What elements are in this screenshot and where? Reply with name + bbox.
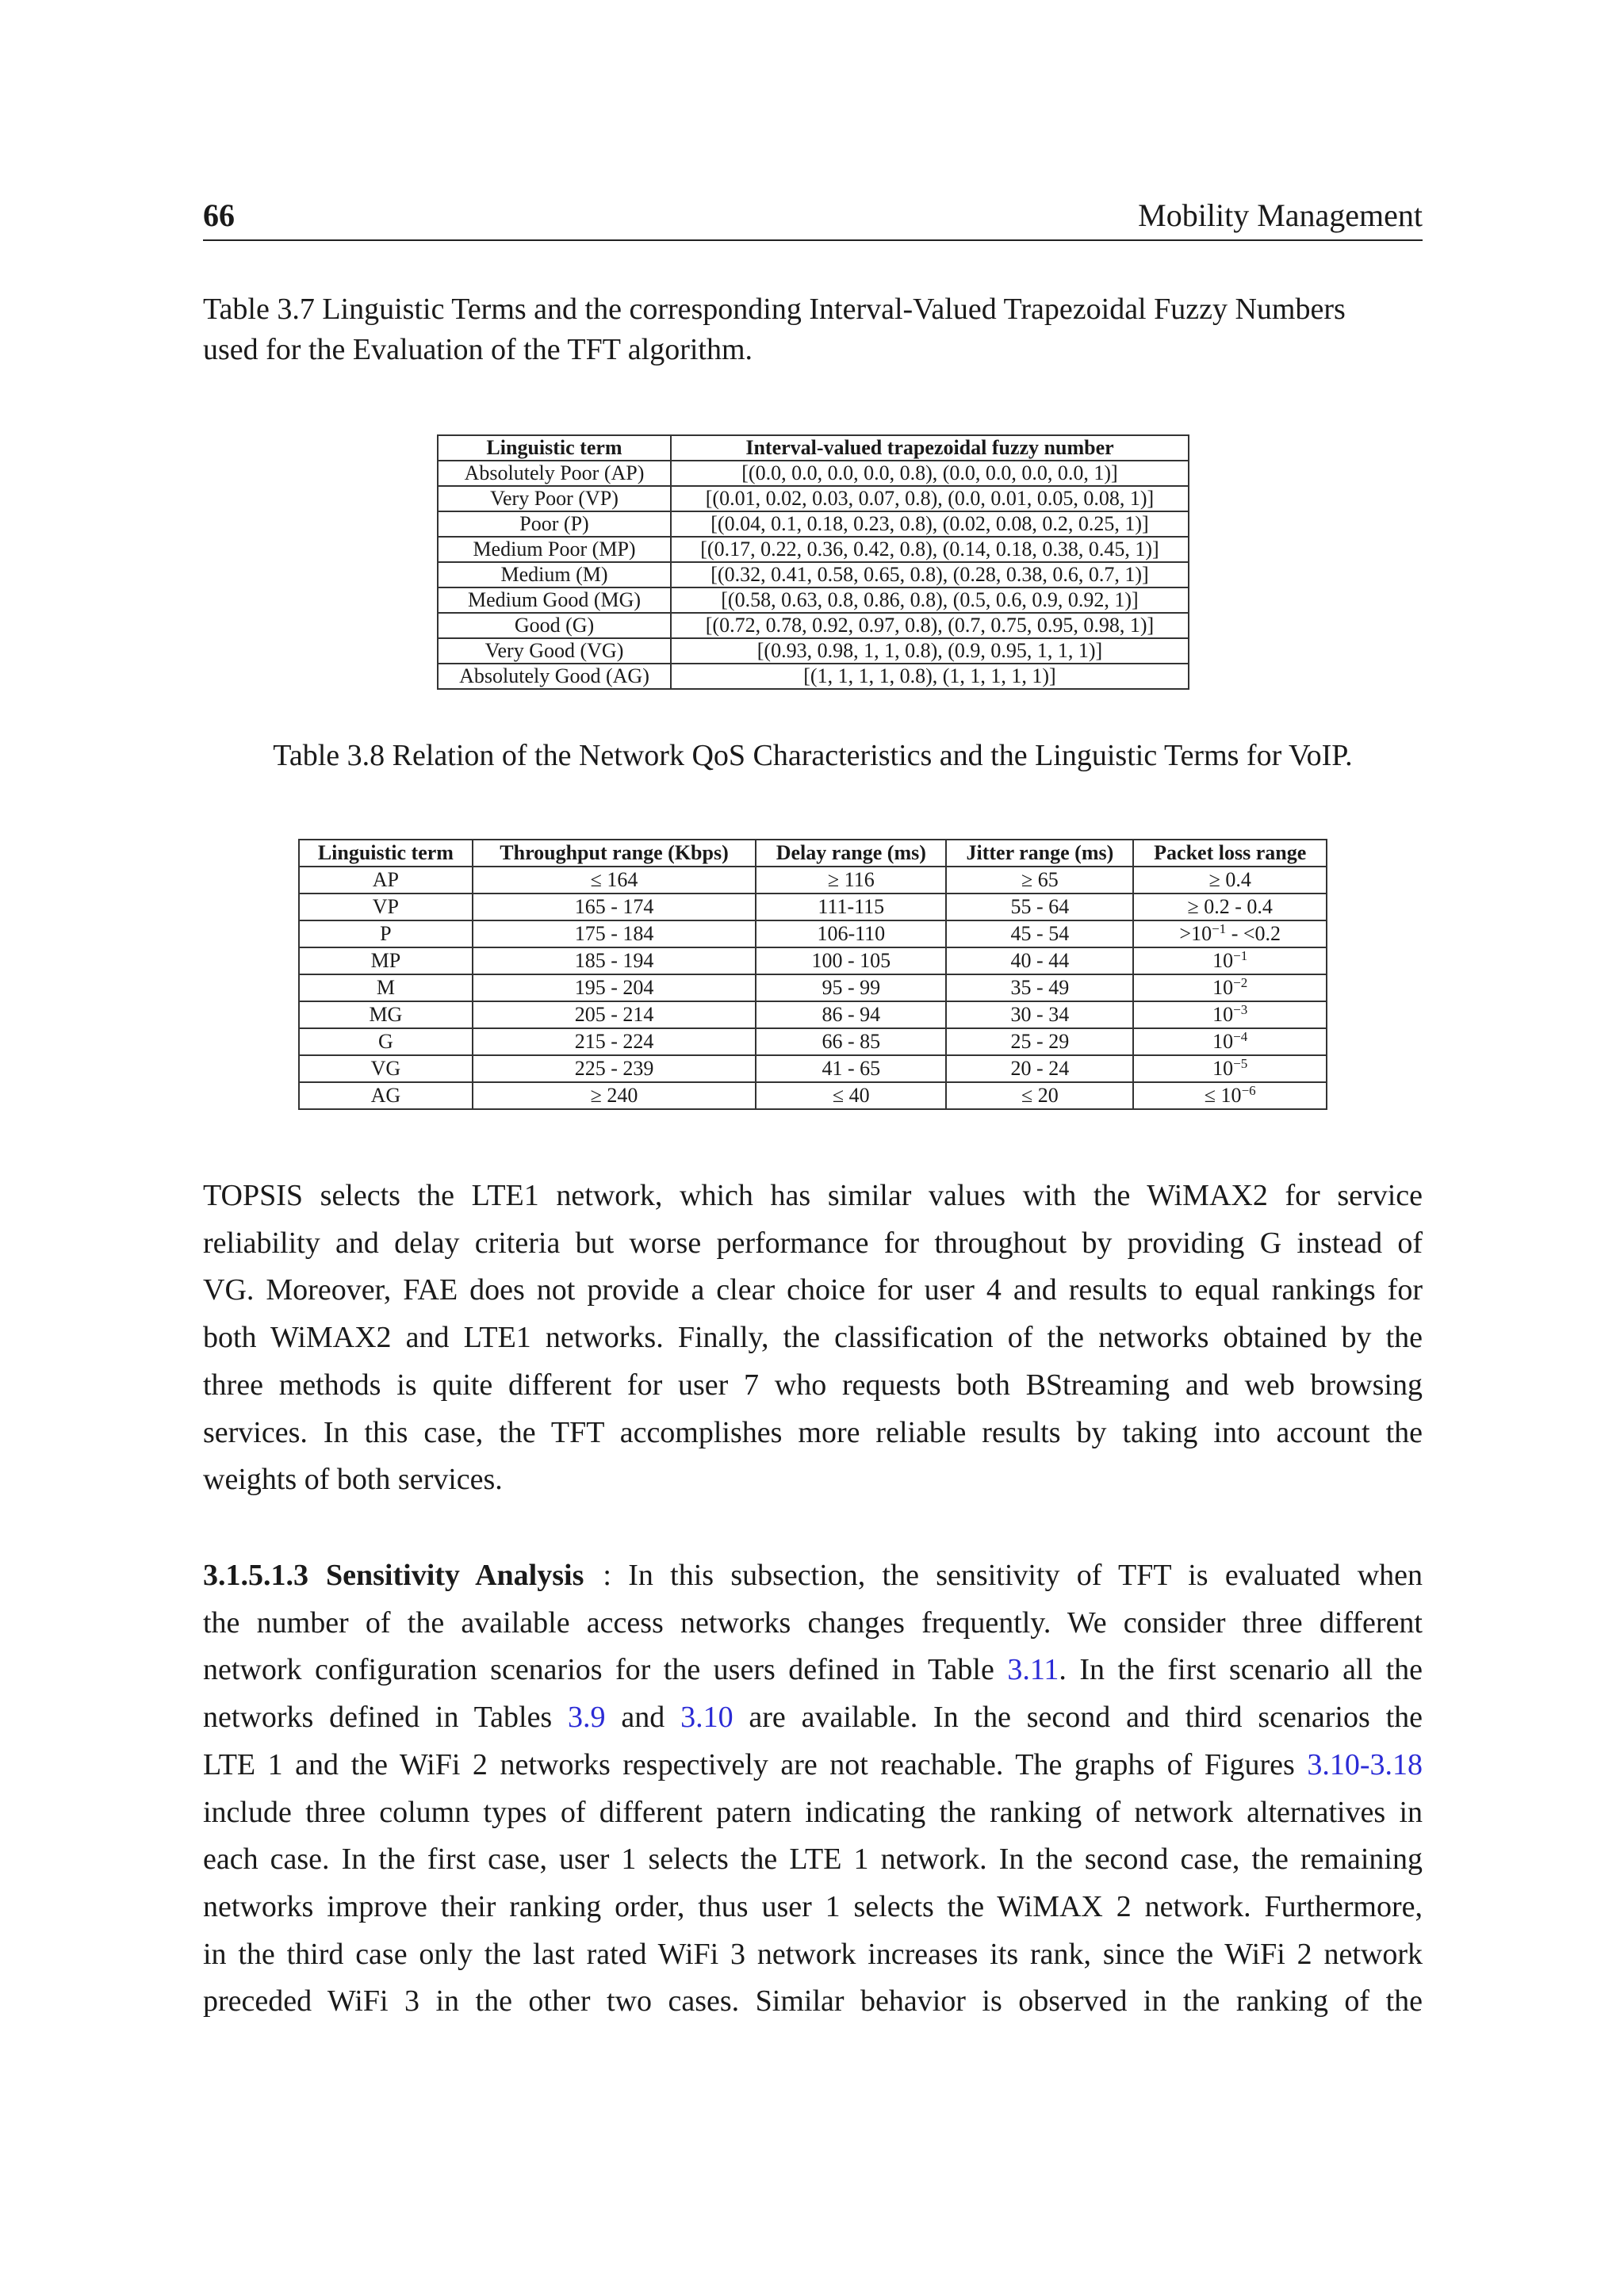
column-header: Delay range (ms)	[756, 840, 946, 867]
table-cell: 55 - 64	[946, 894, 1133, 920]
table-cell: [(0.01, 0.02, 0.03, 0.07, 0.8), (0.0, 0.01, 0.05, 0.08, 1)]	[671, 486, 1189, 511]
text-line: the number of the available access networks changes frequently. We consider three different	[203, 1605, 1423, 1640]
table-cell: ≤ 164	[473, 867, 756, 894]
table-cell: MP	[299, 947, 473, 974]
column-header: Interval-valued trapezoidal fuzzy number	[671, 435, 1189, 461]
table-cell: ≥ 0.4	[1133, 867, 1327, 894]
table-cell: 195 - 204	[473, 974, 756, 1001]
table-cell: ≥ 240	[473, 1082, 756, 1109]
text-line: networks improve their ranking order, thus user 1 selects the WiMAX 2 network. Furthermore,	[203, 1889, 1423, 1923]
table-cell: Medium (M)	[438, 562, 671, 587]
loss-base: >10	[1179, 922, 1212, 945]
table-row	[299, 1028, 1327, 1055]
table-row	[438, 562, 1189, 587]
table-cell: 111-115	[756, 894, 946, 920]
table-cell: [(0.17, 0.22, 0.36, 0.42, 0.8), (0.14, 0.18, 0.38, 0.45, 1)]	[671, 537, 1189, 562]
table-cell: ≥ 0.2 - 0.4	[1133, 894, 1327, 920]
text-line	[203, 1552, 1423, 1600]
table-cell: [(0.58, 0.63, 0.8, 0.86, 0.8), (0.5, 0.6, 0.9, 0.92, 1)]	[671, 587, 1189, 613]
table-cell: 66 - 85	[756, 1028, 946, 1055]
loss-exponent: −2	[1233, 975, 1248, 990]
table-reference-link[interactable]: 3.10	[680, 1701, 733, 1735]
text-segment: LTE 1 and the WiFi 2 networks respectively are not reachable. The graphs of Figures	[203, 1747, 1308, 1781]
table-cell	[1133, 1055, 1327, 1082]
table-row	[438, 537, 1189, 562]
column-header: Linguistic term	[299, 840, 473, 867]
text-line: both WiMAX2 and LTE1 networks. Finally, the classification of the networks obtained by the	[203, 1321, 1423, 1355]
table-row	[299, 920, 1327, 947]
table-cell: AP	[299, 867, 473, 894]
table-cell: 205 - 214	[473, 1001, 756, 1028]
loss-base: 10	[1212, 1057, 1234, 1080]
loss-exponent: −5	[1233, 1056, 1248, 1071]
loss-base: 10	[1212, 1003, 1234, 1026]
text-line: VG. Moreover, FAE does not provide a clear choice for user 4 and results to equal rankings for	[203, 1273, 1423, 1307]
table-cell: 86 - 94	[756, 1001, 946, 1028]
table-cell: 95 - 99	[756, 974, 946, 1001]
table-cell: M	[299, 974, 473, 1001]
table-cell: 45 - 54	[946, 920, 1133, 947]
table-cell: ≥ 116	[756, 867, 946, 894]
table-cell: 41 - 65	[756, 1055, 946, 1082]
table-cell: VP	[299, 894, 473, 920]
text-line: preceded WiFi 3 in the other two cases. Similar behavior is observed in the ranking of the	[203, 1984, 1423, 2019]
table-cell	[1133, 947, 1327, 974]
table-cell: Very Poor (VP)	[438, 486, 671, 511]
column-header: Jitter range (ms)	[946, 840, 1133, 867]
table-cell: 215 - 224	[473, 1028, 756, 1055]
table-cell: Medium Poor (MP)	[438, 537, 671, 562]
table-cell: Absolutely Poor (AP)	[438, 461, 671, 486]
text-line: each case. In the first case, user 1 selects the LTE 1 network. In the second case, the remaining	[203, 1843, 1423, 1877]
table-cell: [(0.0, 0.0, 0.0, 0.0, 0.8), (0.0, 0.0, 0.0, 0.0, 1)]	[671, 461, 1189, 486]
body-paragraph	[203, 1173, 1423, 1504]
table-cell: 100 - 105	[756, 947, 946, 974]
table-reference-link[interactable]: 3.11	[1007, 1653, 1059, 1687]
text-line: TOPSIS selects the LTE1 network, which has similar values with the WiMAX2 for service	[203, 1179, 1423, 1212]
table-cell: [(1, 1, 1, 1, 0.8), (1, 1, 1, 1, 1)]	[671, 664, 1189, 689]
table-cell: ≥ 65	[946, 867, 1133, 894]
loss-base: 10	[1212, 976, 1234, 999]
table-cell: Medium Good (MG)	[438, 587, 671, 613]
table-cell: VG	[299, 1055, 473, 1082]
table-row	[438, 587, 1189, 613]
column-header: Linguistic term	[438, 435, 671, 461]
table-cell: 185 - 194	[473, 947, 756, 974]
loss-exponent: −6	[1241, 1083, 1256, 1098]
table-cell: 225 - 239	[473, 1055, 756, 1082]
text-segment: . In the first scenario all the	[1059, 1653, 1423, 1687]
table-cell: [(0.72, 0.78, 0.92, 0.97, 0.8), (0.7, 0.75, 0.95, 0.98, 1)]	[671, 613, 1189, 638]
table-cell: Absolutely Good (AG)	[438, 664, 671, 689]
table-header-row	[438, 435, 1189, 461]
text-line: include three column types of different patern indicating the ranking of network alternatives in	[203, 1795, 1423, 1829]
table-row	[299, 1082, 1327, 1109]
text-line: services. In this case, the TFT accomplishes more reliable results by taking into account the	[203, 1415, 1423, 1449]
table-3-8	[298, 839, 1327, 1110]
table-cell	[1133, 974, 1327, 1001]
column-header: Packet loss range	[1133, 840, 1327, 867]
sensitivity-analysis-paragraph	[203, 1552, 1423, 2026]
table-row	[438, 638, 1189, 664]
text-line: weights of both services.	[203, 1463, 503, 1497]
text-line: reliability and delay criteria but worse performance for throughout by providing G instead of	[203, 1226, 1423, 1260]
loss-exponent: −1	[1233, 948, 1248, 963]
figure-reference-link[interactable]: 3.18	[1369, 1747, 1423, 1781]
table-cell: 20 - 24	[946, 1055, 1133, 1082]
table-cell: Good (G)	[438, 613, 671, 638]
loss-exponent: −1	[1212, 921, 1227, 936]
table-row	[438, 461, 1189, 486]
table-cell: ≤ 20	[946, 1082, 1133, 1109]
table-cell: 165 - 174	[473, 894, 756, 920]
table-row	[299, 974, 1327, 1001]
table-3-7	[437, 434, 1189, 690]
table-cell	[1133, 1082, 1327, 1109]
table-cell	[1133, 920, 1327, 947]
page-header	[203, 195, 1423, 241]
table-cell: G	[299, 1028, 473, 1055]
table-reference-link[interactable]: 3.9	[568, 1701, 606, 1735]
table-row	[438, 511, 1189, 537]
table-cell: 106-110	[756, 920, 946, 947]
table-cell: 30 - 34	[946, 1001, 1133, 1028]
loss-base: 10	[1212, 949, 1234, 972]
loss-suffix: - <0.2	[1226, 922, 1281, 945]
caption-line: used for the Evaluation of the TFT algorithm.	[203, 333, 753, 366]
table-row	[438, 664, 1189, 689]
table-row	[299, 1055, 1327, 1082]
table-row	[438, 613, 1189, 638]
caption-line: Table 3.7 Linguistic Terms and the corresponding Interval-Valued Trapezoidal Fuzzy Numbers	[203, 293, 1346, 326]
loss-base: ≤ 10	[1204, 1084, 1242, 1107]
text-line	[203, 1742, 1423, 1789]
figure-reference-dash: -	[1359, 1747, 1370, 1781]
figure-reference-link[interactable]: 3.10	[1307, 1747, 1360, 1781]
table-row	[299, 867, 1327, 894]
section-number: 3.1.5.1.3	[203, 1559, 308, 1592]
table-cell: AG	[299, 1082, 473, 1109]
table-3-7-caption	[203, 289, 1423, 370]
column-header: Throughput range (Kbps)	[473, 840, 756, 867]
table-cell: Very Good (VG)	[438, 638, 671, 664]
table-cell	[1133, 1028, 1327, 1055]
loss-exponent: −3	[1233, 1002, 1248, 1017]
table-cell: [(0.32, 0.41, 0.58, 0.65, 0.8), (0.28, 0.38, 0.6, 0.7, 1)]	[671, 562, 1189, 587]
text-segment: networks defined in Tables	[203, 1701, 569, 1735]
table-cell: MG	[299, 1001, 473, 1028]
text-segment: are available. In the second and third scenarios the	[733, 1701, 1423, 1735]
table-cell	[1133, 1001, 1327, 1028]
table-cell: 40 - 44	[946, 947, 1133, 974]
table-row	[438, 486, 1189, 511]
section-title: Sensitivity Analysis	[326, 1559, 584, 1592]
table-row	[299, 894, 1327, 920]
table-header-row	[299, 840, 1327, 867]
running-title: Mobility Management	[1138, 197, 1423, 233]
table-cell: 175 - 184	[473, 920, 756, 947]
table-cell: 35 - 49	[946, 974, 1133, 1001]
loss-exponent: −4	[1233, 1029, 1248, 1044]
text-line	[203, 1694, 1423, 1742]
table-cell: [(0.04, 0.1, 0.18, 0.23, 0.8), (0.02, 0.08, 0.2, 0.25, 1)]	[671, 511, 1189, 537]
text-segment: and	[605, 1701, 681, 1735]
loss-base: 10	[1212, 1030, 1234, 1053]
text-line: in the third case only the last rated WiFi 3 network increases its rank, since the WiFi 2 network	[203, 1937, 1423, 1971]
text-segment: network configuration scenarios for the users defined in Table	[203, 1653, 1008, 1687]
page-number: 66	[203, 197, 235, 233]
text-segment: : In this subsection, the sensitivity of TFT is evaluated when	[603, 1559, 1423, 1592]
table-cell: [(0.93, 0.98, 1, 1, 0.8), (0.9, 0.95, 1, 1, 1)]	[671, 638, 1189, 664]
table-3-8-caption: Table 3.8 Relation of the Network QoS Characteristics and the Linguistic Terms for VoIP.	[273, 739, 1353, 772]
text-line	[203, 1647, 1423, 1694]
table-row	[299, 947, 1327, 974]
table-cell: ≤ 40	[756, 1082, 946, 1109]
table-cell: P	[299, 920, 473, 947]
table-cell: Poor (P)	[438, 511, 671, 537]
table-row	[299, 1001, 1327, 1028]
table-cell: 25 - 29	[946, 1028, 1133, 1055]
text-line: three methods is quite different for user 7 who requests both BStreaming and web browsing	[203, 1368, 1423, 1402]
